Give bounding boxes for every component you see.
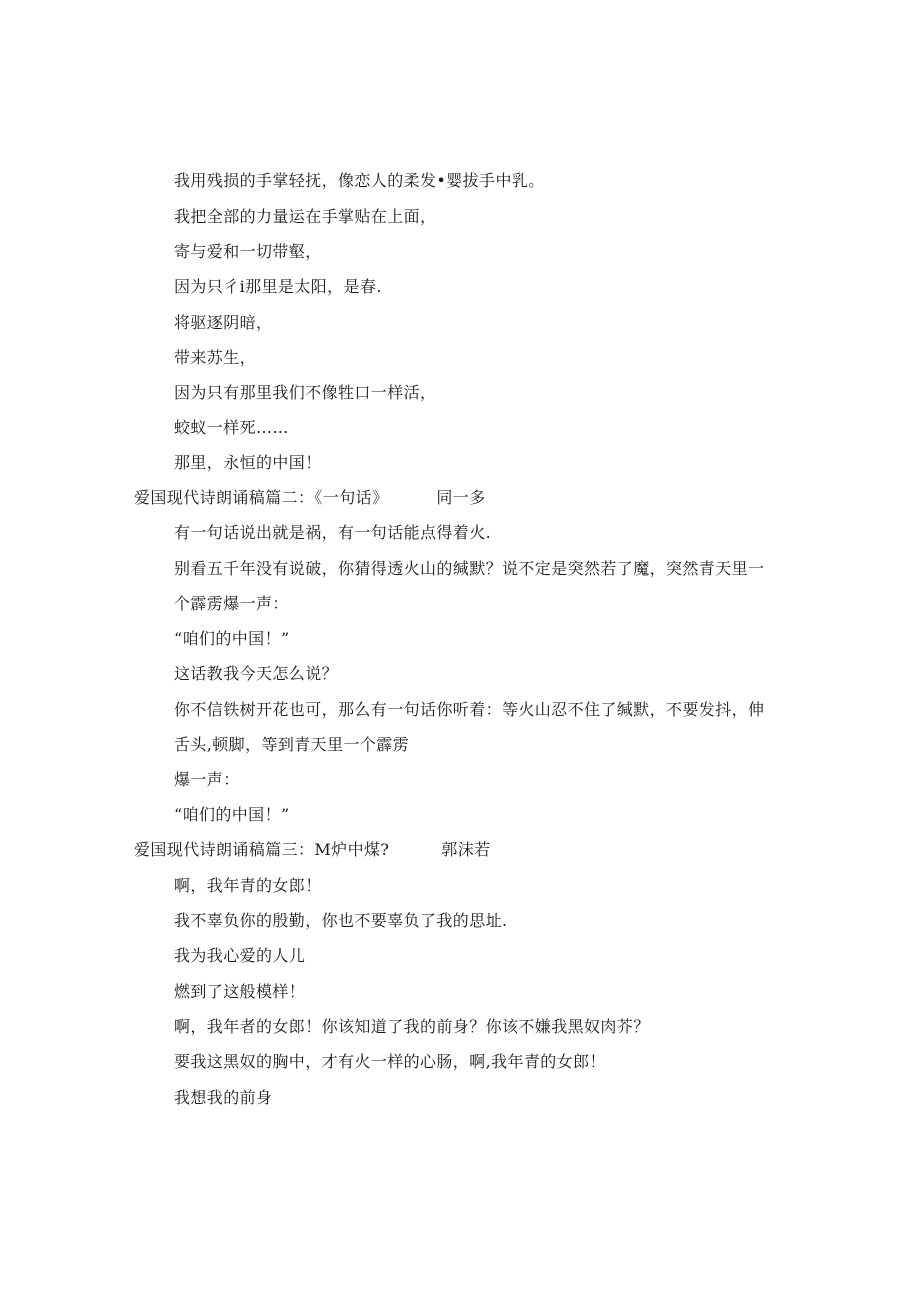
heading-title: 爱国现代诗朗诵稿篇二：《一句话》 <box>134 488 389 507</box>
poem-line: 蛟蚁一样死…… <box>174 418 289 437</box>
heading-author: 同一多 <box>436 488 486 507</box>
poem-line: 啊，我年青的女郎！ <box>174 876 322 895</box>
poem-line: 啊，我年者的女郎！你该知道了我的前身？你该不嫌我黑奴肉芥？ <box>174 1017 650 1036</box>
poem-line: 你不信铁树开花也可，那么有一句话你听着：等火山忍不住了缄默，不要发抖，伸 <box>174 700 765 719</box>
poem-line: 将驱逐阴暗， <box>174 313 273 332</box>
poem-line: 因为只彳i那里是太阳，是春. <box>174 277 382 296</box>
poem-line: 寄与爱和一切带壑， <box>174 242 322 261</box>
heading-author: 郭沫若 <box>441 840 491 859</box>
poem-line: 舌头,顿脚，等到青天里一个霹雳 <box>174 735 410 754</box>
poem-line: 有一句话说出就是祸，有一句话能点得着火. <box>174 523 492 542</box>
heading-title: 爱国现代诗朗诵稿篇三：M炉中煤? <box>134 840 390 859</box>
poem-quote: “咱们的中国！” <box>174 629 290 648</box>
poem-line: 带来苏生， <box>174 348 257 367</box>
poem-line: 别看五千年没有说破，你猜得透火山的缄默？说不定是突然若了魔，突然青天里一 <box>174 559 765 578</box>
section-heading <box>134 840 491 860</box>
section-heading <box>134 488 486 508</box>
poem-line: 我想我的前身 <box>174 1088 273 1107</box>
poem-line: 因为只有那里我们不像牲口一样活， <box>174 383 437 402</box>
poem-line: 那里，永恒的中国！ <box>174 453 322 472</box>
poem-quote: “咱们的中国！” <box>174 805 290 824</box>
poem-line: 我为我心爱的人儿 <box>174 946 306 965</box>
poem-line: 要我这黑奴的胸中，才有火一样的心肠，啊,我年青的女郎！ <box>174 1052 606 1071</box>
poem-line: 我把全部的力量运在手掌贴在上面， <box>174 207 437 226</box>
poem-line: 个霹雳爆一声： <box>174 594 289 613</box>
poem-line: 我不辜负你的殷勤，你也不要辜负了我的思址. <box>174 911 508 930</box>
poem-line: 我用残损的手掌轻抚，像恋人的柔发•婴拔手中乳。 <box>174 171 545 190</box>
poem-line: 燃到了这般模样！ <box>174 982 306 1001</box>
poem-line: 这话教我今天怎么说？ <box>174 664 339 683</box>
poem-line: 爆一声： <box>174 770 240 789</box>
